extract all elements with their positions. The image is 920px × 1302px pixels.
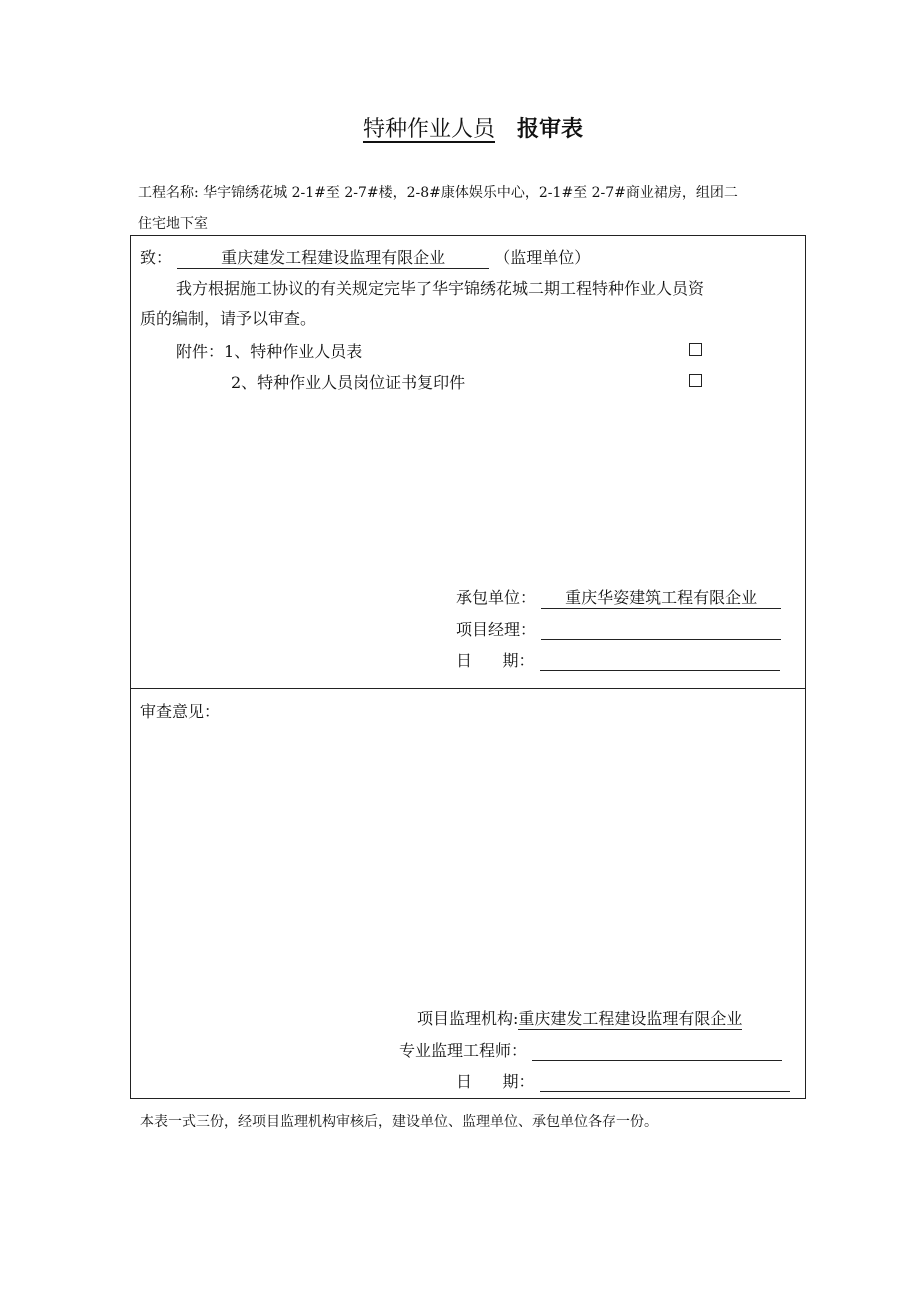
- project-line-1: [138, 182, 738, 202]
- contractor-label: 承包单位：: [456, 588, 537, 607]
- project-label: 工程名称:: [138, 185, 199, 201]
- manager-row: [456, 617, 781, 640]
- review-label: 审查意见：: [140, 702, 221, 721]
- attach-label: 附件：: [176, 342, 225, 361]
- contractor-value: 重庆华姿建筑工程有限企业: [541, 585, 781, 609]
- manager-label: 项目经理：: [456, 620, 537, 639]
- body-line-1: 我方根据施工协议的有关规定完毕了华宇锦绣花城二期工程特种作业人员资: [176, 279, 705, 298]
- project-line-2: 住宅地下室: [138, 216, 208, 232]
- attachment-1-checkbox[interactable]: [689, 343, 702, 356]
- date-line[interactable]: [540, 652, 780, 671]
- title-main: 特种作业人员: [362, 117, 495, 142]
- agency-value: 重庆建发工程建设监理有限企业: [518, 1006, 742, 1030]
- attachment-item: 1、特种作业人员表: [224, 342, 363, 361]
- date-line[interactable]: [540, 1073, 790, 1092]
- project-value-line1: 华宇锦绣花城 2-1#至 2-7#楼，2-8#康体娱乐中心，2-1#至 2-7#商业裙房，组团二: [203, 185, 738, 201]
- title-suffix: 报审表: [517, 116, 584, 142]
- form-title: [0, 112, 920, 143]
- to-suffix: （监理单位）: [494, 248, 591, 267]
- date-label: 日 期：: [456, 651, 535, 670]
- submission-section: [130, 235, 806, 689]
- date-row-1: [456, 648, 780, 671]
- agency-row: [417, 1006, 742, 1030]
- manager-signature-line[interactable]: [541, 621, 781, 640]
- review-section: [130, 688, 806, 1099]
- attachment-row-2: 2、特种作业人员岗位证书复印件: [231, 373, 466, 392]
- to-value: 重庆建发工程建设监理有限企业: [177, 245, 489, 269]
- agency-label: 项目监理机构:: [417, 1009, 519, 1028]
- date-row-2: [456, 1069, 790, 1092]
- date-label: 日 期：: [456, 1072, 535, 1091]
- attachment-2-checkbox[interactable]: [689, 374, 702, 387]
- engineer-row: [399, 1038, 782, 1061]
- attachment-row-1: [176, 339, 362, 362]
- addressee-row: [140, 245, 590, 269]
- footer-note: 本表一式三份，经项目监理机构审核后，建设单位、监理单位、承包单位各存一份。: [140, 1114, 658, 1130]
- title-underlined: [337, 117, 517, 142]
- body-line-2: 质的编制，请予以审查。: [140, 309, 317, 328]
- to-label: 致：: [140, 248, 173, 267]
- engineer-signature-line[interactable]: [532, 1042, 782, 1061]
- engineer-label: 专业监理工程师：: [399, 1041, 528, 1060]
- contractor-row: [456, 585, 781, 609]
